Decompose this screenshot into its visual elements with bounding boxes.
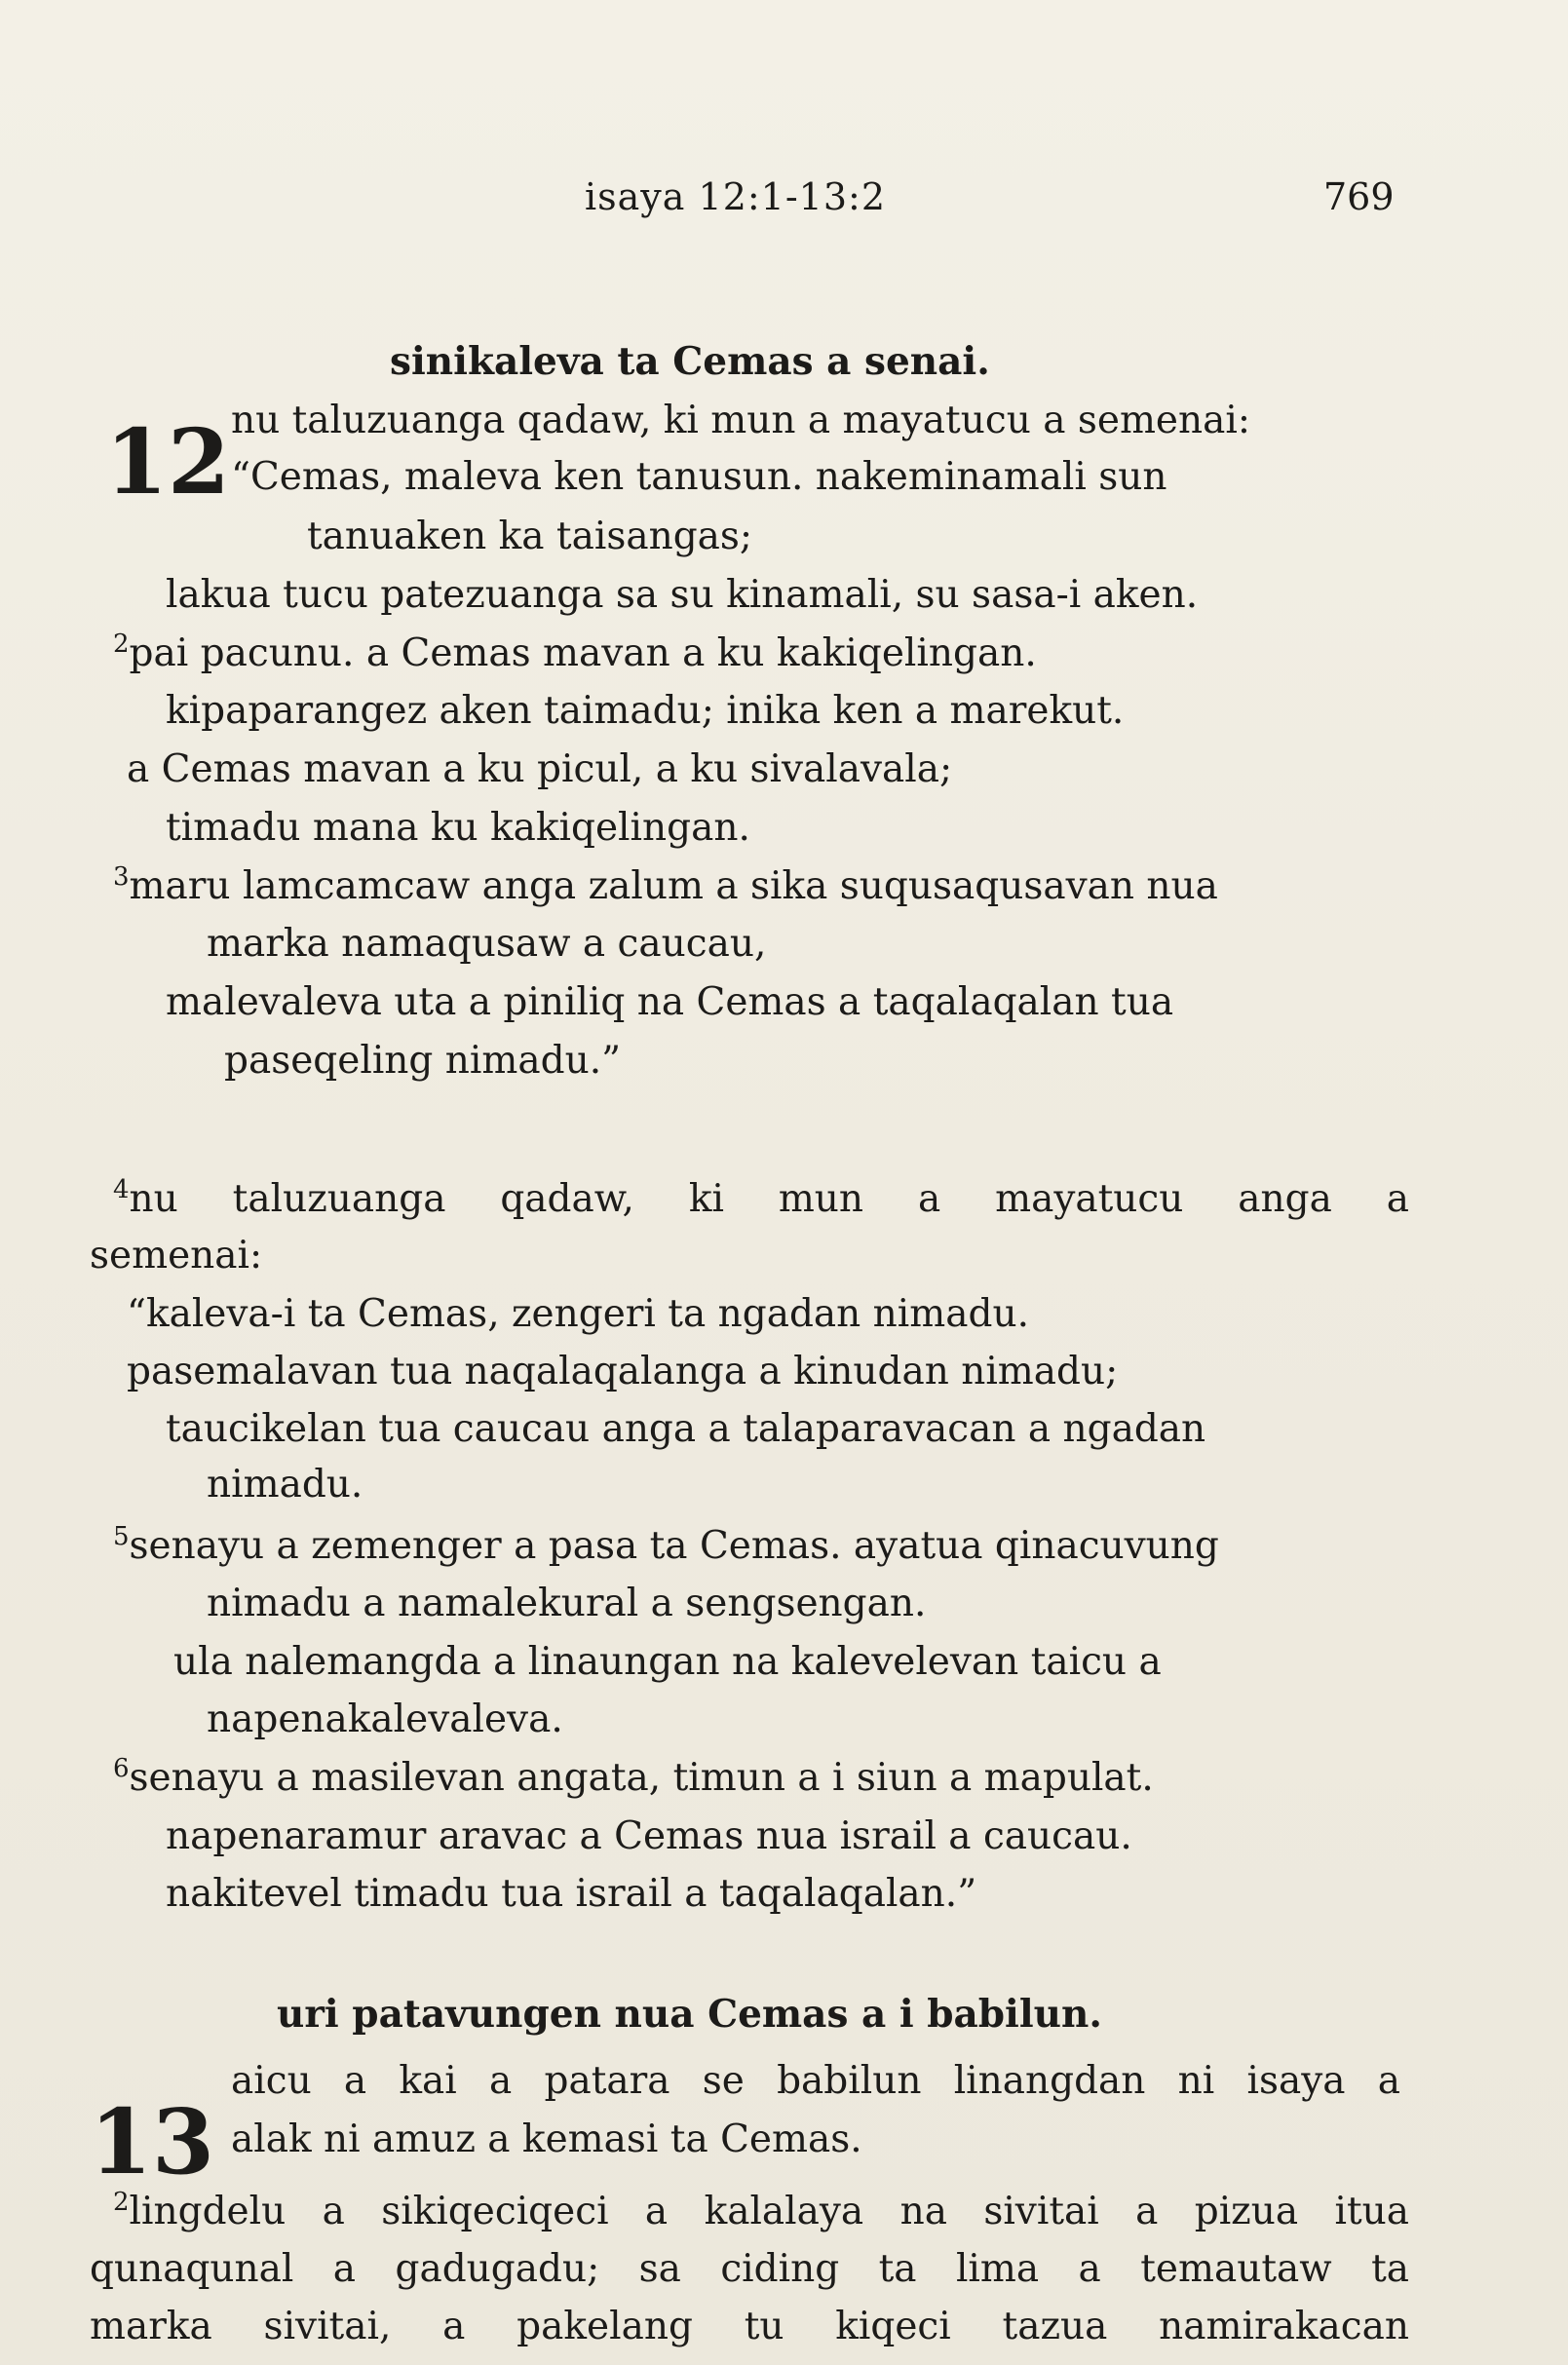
verse-number: 6 [113, 1754, 130, 1783]
verse-line: malevaleva uta a piniliq na Cemas a taqalaqalan tua [166, 980, 1174, 1024]
verse-line-v4: $^4$nu taluzuanga qadaw, ki mun a mayatucu anga a [113, 1175, 1409, 1221]
verse-line: nu taluzuanga qadaw, ki mun a mayatucu a semenai: [231, 399, 1250, 442]
page-number: 769 [1323, 175, 1395, 218]
verse-line: nimadu a namalekural a sengsengan. [207, 1582, 927, 1625]
verse-number: 3 [113, 862, 130, 892]
verse-line-v2: $^2$pai pacunu. a Cemas mavan a ku kakiqelingan. [113, 629, 1037, 675]
verse-line: lakua tucu patezuanga sa su kinamali, su sasa-i aken. [166, 573, 1199, 617]
verse-line: kipaparangez aken taimadu; inika ken a marekut. [166, 689, 1125, 733]
verse-line: napenakalevaleva. [207, 1697, 563, 1741]
running-title: isaya 12:1-13:2 [585, 175, 887, 218]
verse-line: tanuaken ka taisangas; [307, 515, 753, 558]
verse-line: ula nalemangda a linaungan na kalevelevan taicu a [173, 1640, 1162, 1684]
verse-line: alak ni amuz a kemasi ta Cemas. [231, 2117, 862, 2161]
page-header [0, 175, 1568, 234]
verse-line: paseqeling nimadu.” [224, 1039, 622, 1083]
verse-line: nimadu. [207, 1463, 363, 1507]
verse-line: qunaqunal a gadugadu; sa ciding ta lima a temautaw ta [90, 2247, 1409, 2291]
verse-line: pasemalavan tua naqalaqalanga a kinudan nimadu; [127, 1350, 1119, 1393]
verse-line-v5: $^5$senayu a zemenger a pasa ta Cemas. ayatua qinacuvung [113, 1522, 1219, 1568]
verse-line: taucikelan tua caucau anga a talaparavacan a ngadan [166, 1407, 1206, 1451]
verse-line: a Cemas mavan a ku picul, a ku sivalavala; [127, 747, 953, 791]
verse-line: nakitevel timadu tua israil a taqalaqalan.” [166, 1872, 977, 1916]
verse-line-v3: $^3$maru lamcamcaw anga zalum a sika suqusaqusavan nua [113, 862, 1218, 908]
verse-line: aicu a kai a patara se babilun linangdan ni isaya a [231, 2059, 1400, 2103]
chapter-number-13: 13 [90, 2089, 215, 2194]
verse-number: 5 [113, 1522, 130, 1551]
section-heading-1: sinikaleva ta Cemas a senai. [390, 339, 990, 384]
verse-line: “kaleva-i ta Cemas, zengeri ta ngadan nimadu. [127, 1292, 1029, 1336]
verse-line: semenai: [90, 1234, 263, 1278]
verse-number: 2 [113, 629, 130, 659]
verse-number: 4 [113, 1175, 130, 1204]
verse-line: marka sivitai, a pakelang tu kiqeci tazua namirakacan [90, 2305, 1409, 2348]
verse-line: marka namaqusaw a caucau, [207, 922, 767, 966]
verse-number: 2 [113, 2188, 130, 2217]
verse-line: napenaramur aravac a Cemas nua israil a caucau. [166, 1814, 1132, 1858]
verse-line-v2: $^2$lingdelu a sikiqeciqeci a kalalaya na sivitai a pizua itua [113, 2188, 1409, 2233]
section-heading-2: uri patavungen nua Cemas a i babilun. [277, 1992, 1102, 2037]
chapter-number-12: 12 [105, 409, 231, 515]
verse-line-v6: $^6$senayu a masilevan angata, timun a i siun a mapulat. [113, 1754, 1154, 1800]
verse-line: timadu mana ku kakiqelingan. [166, 806, 750, 850]
verse-line: “Cemas, maleva ken tanusun. nakeminamali sun [231, 455, 1167, 499]
